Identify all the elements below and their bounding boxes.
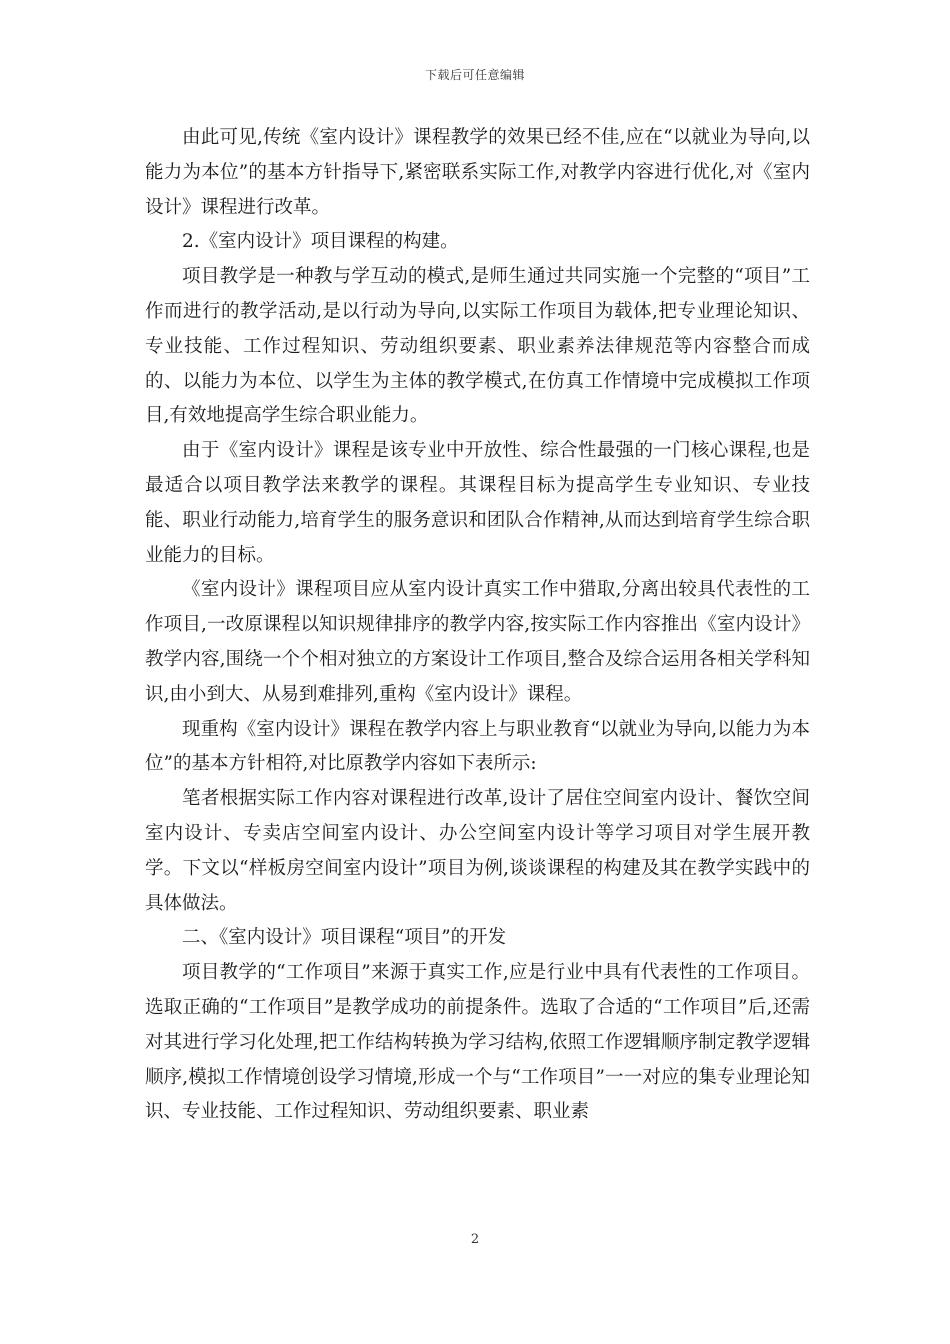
- paragraph-6: 现重构《室内设计》课程在教学内容上与职业教育“以就业为导向,以能力为本位”的基本方针相符,对比原教学内容如下表所示:: [145, 718, 810, 775]
- paragraph-9: 项目教学的“工作项目”来源于真实工作,应是行业中具有代表性的工作项目。选取正确的“工作项目”是教学成功的前提条件。选取了合适的“工作项目”后,还需对其进行学习化处理,把工作结构转换为学习结构,依照工作逻辑顺序制定教学逻辑顺序,模拟工作情境创设学习情境,形成一个与“工作项目”一一对应的集专业理论知识、专业技能、工作过程知识、劳动组织要素、职业素: [145, 962, 810, 1123]
- paragraph-3: 项目教学是一种教与学互动的模式,是师生通过共同实施一个完整的“项目”工作而进行的教学活动,是以行动为导向,以实际工作项目为载体,把专业理论知识、专业技能、工作过程知识、劳动组织要素、职业素养法律规范等内容整合而成的、以能力为本位、以学生为主体的教学模式,在仿真工作情境中完成模拟工作项目,有效地提高学生综合职业能力。: [145, 266, 810, 427]
- paragraph-2-heading: 2.《室内设计》项目课程的构建。: [182, 231, 459, 253]
- paragraph-7: 笔者根据实际工作内容对课程进行改革,设计了居住空间室内设计、餐饮空间室内设计、专卖店空间室内设计、办公空间室内设计等学习项目对学生展开教学。下文以“样板房空间室内设计”项目为例,谈谈课程的构建及其在教学实践中的具体做法。: [145, 788, 810, 914]
- page-header: 下载后可任意编辑: [424, 68, 525, 82]
- page-number: 2: [470, 1232, 480, 1247]
- paragraph-5: 《室内设计》课程项目应从室内设计真实工作中猎取,分离出较具代表性的工作项目,一改原课程以知识规律排序的教学内容,按实际工作内容推出《室内设计》教学内容,围绕一个个相对独立的方案设计工作项目,整合及综合运用各相关学科知识,由小到大、从易到难排列,重构《室内设计》课程。: [145, 579, 810, 705]
- paragraph-4: 由于《室内设计》课程是该专业中开放性、综合性最强的一门核心课程,也是最适合以项目教学法来教学的课程。其课程目标为提高学生专业知识、专业技能、职业行动能力,培育学生的服务意识和团队合作精神,从而达到培育学生综合职业能力的目标。: [145, 440, 810, 566]
- paragraph-1: 由此可见,传统《室内设计》课程教学的效果已经不佳,应在“以就业为导向,以能力为本位”的基本方针指导下,紧密联系实际工作,对教学内容进行优化,对《室内设计》课程进行改革。: [145, 127, 810, 218]
- section-heading: 二、《室内设计》项目课程“项目”的开发: [182, 927, 507, 949]
- document-body: [145, 121, 810, 1130]
